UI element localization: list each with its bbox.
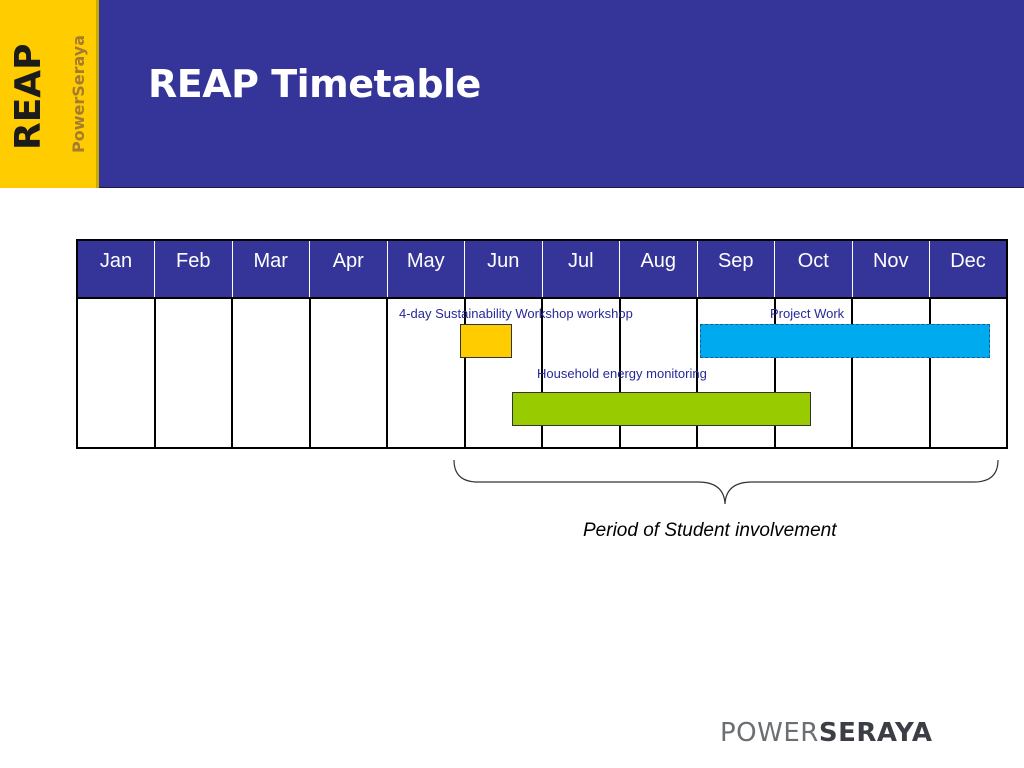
project-work-label: Project Work bbox=[770, 306, 845, 321]
student-involvement-brace bbox=[452, 458, 1002, 508]
slide-title: REAP Timetable bbox=[148, 62, 481, 106]
workshop-label: 4-day Sustainability Workshop workshop bbox=[399, 306, 633, 321]
logo-seraya-text: SERAYA bbox=[818, 718, 933, 748]
project-work-bar bbox=[700, 324, 990, 358]
month-header: Nov bbox=[852, 240, 930, 298]
month-header: Aug bbox=[620, 240, 698, 298]
month-header: May bbox=[387, 240, 465, 298]
month-header: Feb bbox=[155, 240, 233, 298]
powerseraya-logo bbox=[720, 718, 932, 748]
household-monitoring-bar bbox=[512, 392, 811, 426]
month-header: Jun bbox=[465, 240, 543, 298]
month-header: Dec bbox=[930, 240, 1008, 298]
month-header: Jul bbox=[542, 240, 620, 298]
month-header: Sep bbox=[697, 240, 775, 298]
reap-side-tab bbox=[0, 0, 99, 188]
powerseraya-tab-label: PowerSeraya bbox=[69, 34, 88, 153]
reap-tab-label: REAP bbox=[8, 43, 49, 150]
logo-power-text: POWER bbox=[720, 718, 819, 748]
month-header: Apr bbox=[310, 240, 388, 298]
month-cell bbox=[930, 298, 1008, 448]
month-cell bbox=[77, 298, 155, 448]
month-header: Mar bbox=[232, 240, 310, 298]
month-header: Jan bbox=[77, 240, 155, 298]
month-cell bbox=[310, 298, 388, 448]
month-cell bbox=[232, 298, 310, 448]
workshop-bar bbox=[460, 324, 512, 358]
month-cell bbox=[155, 298, 233, 448]
household-monitoring-label: Household energy monitoring bbox=[537, 366, 707, 381]
month-header-row bbox=[77, 240, 1007, 298]
month-header: Oct bbox=[775, 240, 853, 298]
month-cell bbox=[852, 298, 930, 448]
student-involvement-label: Period of Student involvement bbox=[583, 520, 837, 541]
